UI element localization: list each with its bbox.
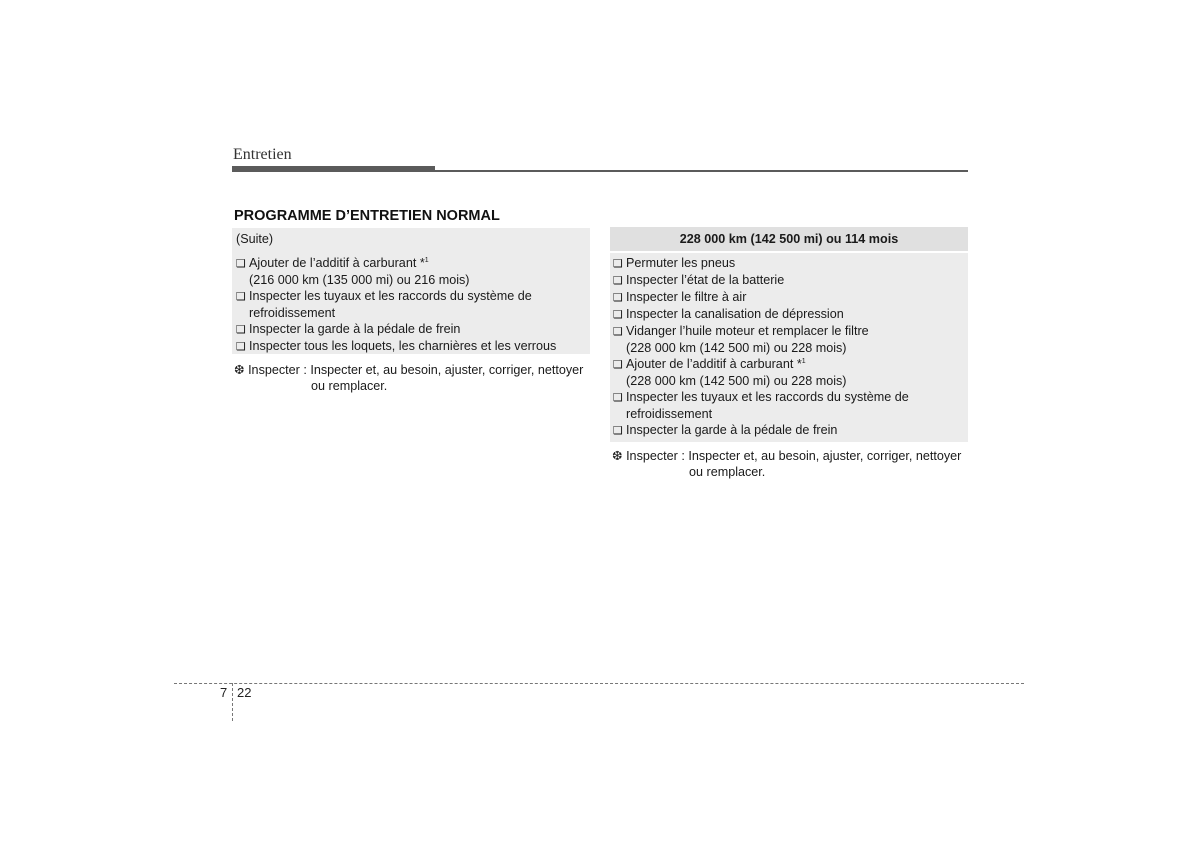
list-item: ❑ Permuter les pneus: [613, 256, 736, 270]
checkbox-icon: ❑: [613, 258, 623, 270]
list-item-detail: (216 000 km (135 000 mi) ou 216 mois): [249, 273, 470, 287]
note-mark-icon: ❆: [612, 449, 623, 463]
page-number: 22: [237, 685, 252, 700]
list-item-detail: (228 000 km (142 500 mi) ou 228 mois): [626, 374, 847, 388]
footer-divider: [174, 683, 1024, 684]
right-inspect-note: [612, 448, 970, 480]
list-item: ❑ Inspecter les tuyaux et les raccords du système de: [613, 390, 909, 404]
checkbox-icon: ❑: [613, 359, 623, 371]
footnote-marker: 1: [801, 357, 806, 365]
header-rule-thin: [435, 170, 968, 172]
checkbox-icon: ❑: [613, 275, 623, 287]
header-rule-thick: [232, 166, 435, 172]
suite-label: (Suite): [236, 232, 274, 246]
list-item: ❑ Vidanger l’huile moteur et remplacer le filtre: [613, 324, 869, 338]
footnote-marker: 1: [424, 256, 429, 264]
list-item: ❑ Inspecter le filtre à air: [613, 290, 747, 304]
left-maintenance-box: [232, 228, 590, 354]
note-text: Inspecter : Inspecter et, au besoin, ajuster, corriger, nettoyer: [626, 449, 962, 463]
note-mark-icon: ❆: [234, 363, 245, 377]
right-maintenance-box: [610, 253, 968, 442]
list-item-continuation: refroidissement: [626, 407, 713, 421]
list-item: ❑ Ajouter de l’additif à carburant *$^1$: [236, 256, 429, 270]
left-inspect-note: [234, 362, 592, 394]
page-header-title: Entretien: [233, 146, 292, 163]
checkbox-icon: ❑: [613, 425, 623, 437]
checkbox-icon: ❑: [236, 324, 246, 336]
note-text-continuation: ou remplacer.: [689, 465, 766, 479]
list-item-detail: (228 000 km (142 500 mi) ou 228 mois): [626, 341, 847, 355]
list-item: ❑ Ajouter de l’additif à carburant *$^1$: [613, 357, 806, 371]
interval-heading: 228 000 km (142 500 mi) ou 114 mois: [610, 227, 968, 251]
list-item: ❑ Inspecter la garde à la pédale de frein: [613, 423, 838, 437]
list-item: ❑ Inspecter les tuyaux et les raccords du système de: [236, 289, 532, 303]
note-text-continuation: ou remplacer.: [311, 379, 388, 393]
note-text: Inspecter : Inspecter et, au besoin, ajuster, corriger, nettoyer: [248, 363, 584, 377]
list-item: ❑ Inspecter tous les loquets, les charnières et les verrous: [236, 339, 557, 353]
checkbox-icon: ❑: [236, 291, 246, 303]
list-item-continuation: refroidissement: [249, 306, 336, 320]
list-item: ❑ Inspecter la garde à la pédale de frein: [236, 322, 461, 336]
list-item: ❑ Inspecter la canalisation de dépression: [613, 307, 844, 321]
checkbox-icon: ❑: [236, 341, 246, 353]
checkbox-icon: ❑: [613, 392, 623, 404]
checkbox-icon: ❑: [236, 258, 246, 270]
checkbox-icon: ❑: [613, 309, 623, 321]
chapter-number: 7: [220, 685, 228, 700]
checkbox-icon: ❑: [613, 292, 623, 304]
footer-vertical-divider: [232, 683, 233, 721]
section-title: PROGRAMME D’ENTRETIEN NORMAL: [234, 208, 500, 224]
list-item: ❑ Inspecter l’état de la batterie: [613, 273, 785, 287]
checkbox-icon: ❑: [613, 326, 623, 338]
